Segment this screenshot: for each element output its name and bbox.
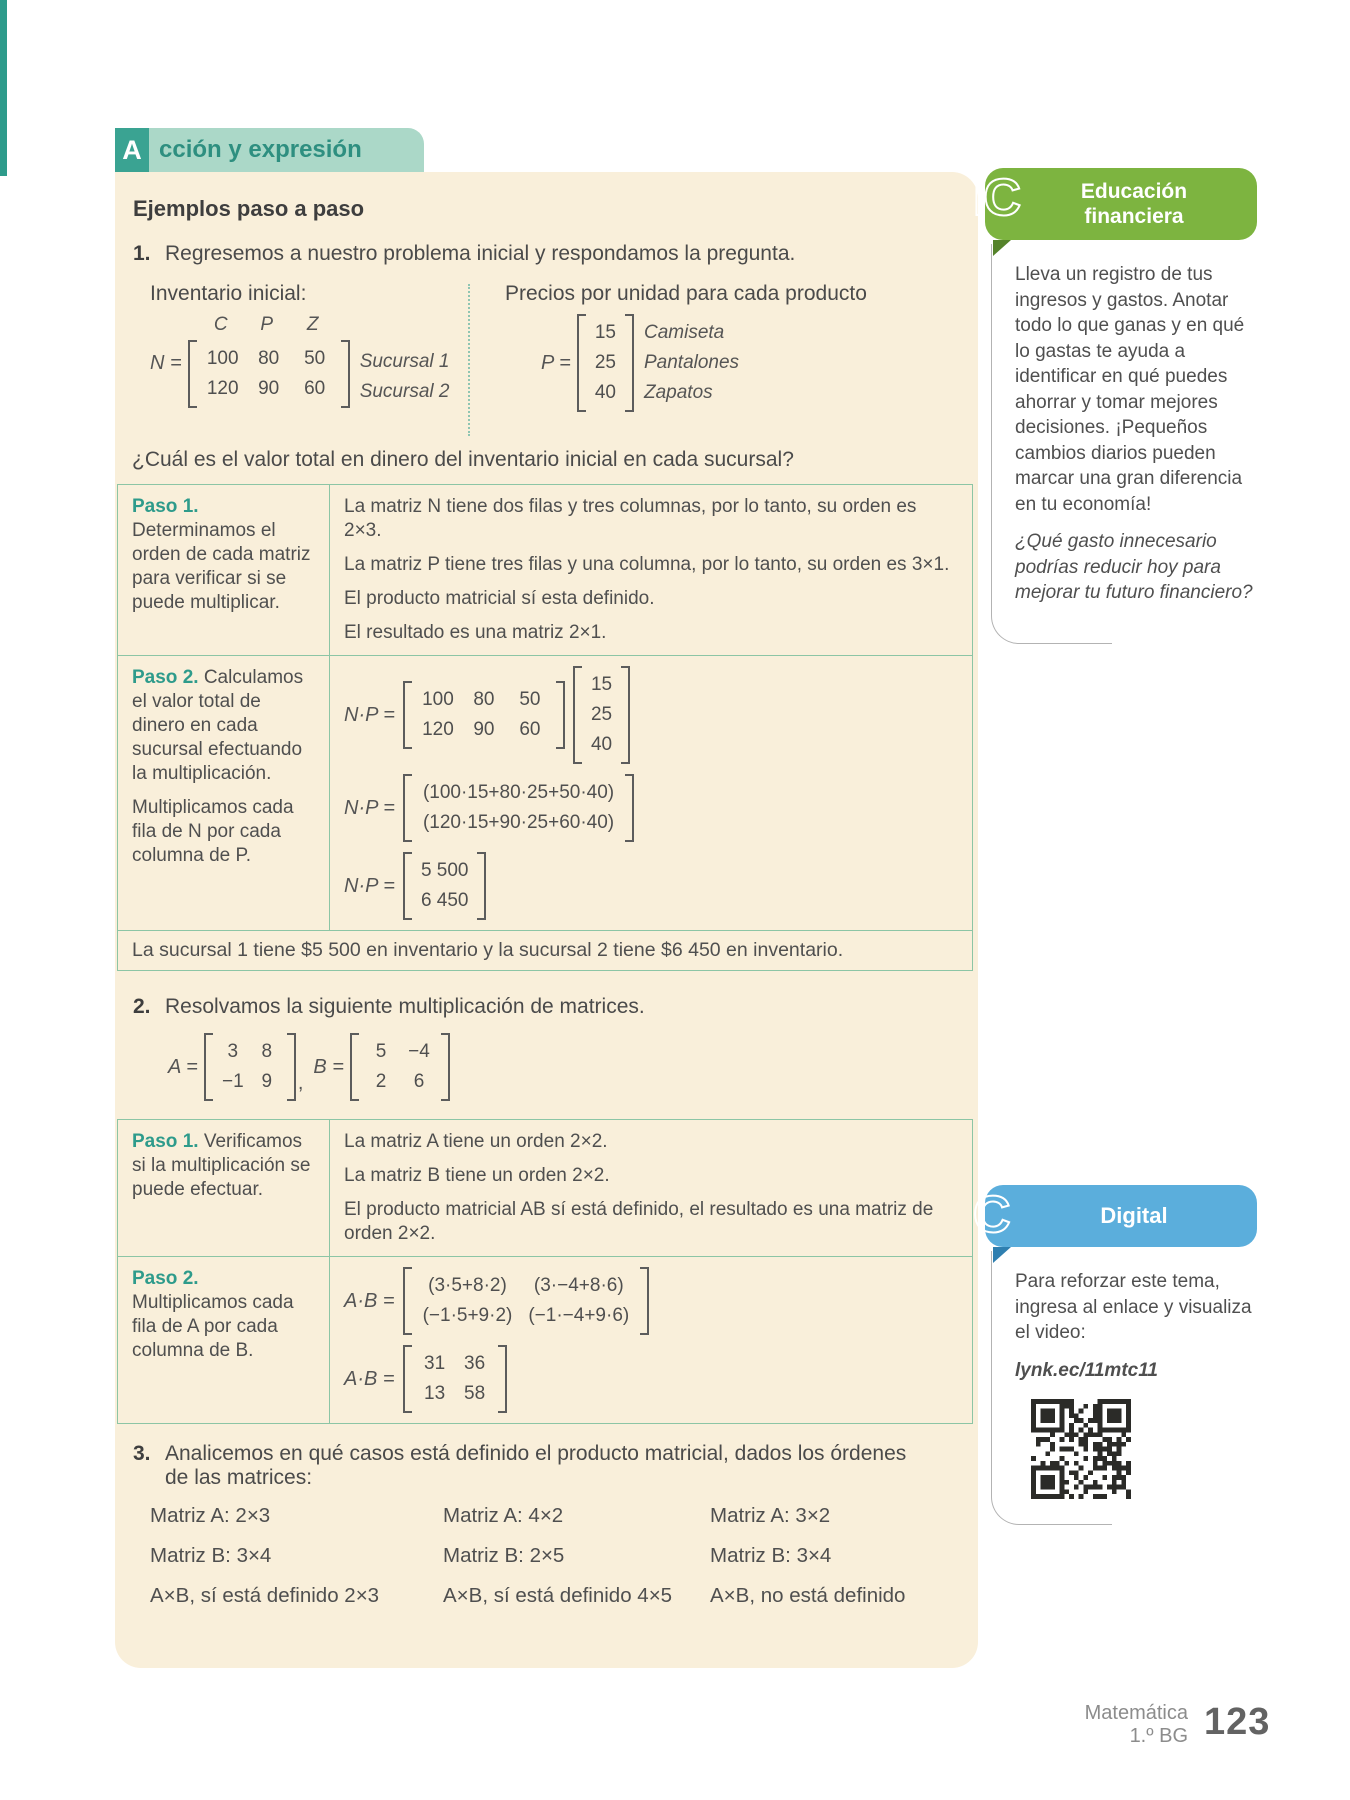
matrix-cell: 5 500 <box>420 860 469 881</box>
row-label: Camiseta <box>643 322 725 343</box>
item2-text: Resolvamos la siguiente multiplicación de matrices. <box>165 995 645 1018</box>
bracket-left <box>403 774 412 842</box>
video-link[interactable]: lynk.ec/11mtc11 <box>1015 1359 1158 1381</box>
case-result: A×B, no está definido <box>710 1584 906 1607</box>
bracket-right <box>498 1345 507 1413</box>
matrix-cell: 90 <box>473 719 495 740</box>
matrix-cell: 60 <box>519 719 541 740</box>
bracket-right <box>621 666 630 764</box>
matrix-b <box>350 1033 450 1101</box>
matrix-n-row-labels <box>360 347 450 407</box>
matrix-cell: 90 <box>258 378 280 399</box>
step1-title: Paso 1. <box>132 496 199 517</box>
matrix-a <box>204 1033 296 1101</box>
footer-grade-line: 1.º BG <box>1129 1725 1188 1747</box>
item1-question: ¿Cuál es el valor total en dinero del inventario inicial en cada sucursal? <box>132 448 794 471</box>
ic-logo-icon: IC <box>973 169 1017 227</box>
finance-note-body <box>985 256 1257 644</box>
step2-title: Paso 2. <box>132 667 199 688</box>
bracket-left <box>204 1033 213 1101</box>
step1-paragraph: El resultado es una matriz 2×1. <box>344 622 607 643</box>
finance-note-question: ¿Qué gasto innecesario podrías reducir hoy para mejorar tu futuro financiero? <box>1015 531 1253 603</box>
bracket-right <box>287 1033 296 1101</box>
finance-badge-line2: financiera <box>1084 205 1184 228</box>
equation-label: A·B = <box>344 1290 395 1312</box>
matrix-cell: 50 <box>304 348 326 369</box>
digital-note <box>973 1185 1257 1525</box>
matrix-n-label: N = <box>150 352 182 374</box>
step2-title: Paso 2. <box>132 1268 199 1289</box>
equation-np-1 <box>344 666 958 764</box>
case-result: A×B, sí está definido 2×3 <box>150 1584 380 1607</box>
item3-cases <box>150 1502 960 1622</box>
case-result: A×B, sí está definido 4×5 <box>443 1584 673 1607</box>
matrix-cell: 100 <box>206 348 239 369</box>
item1-text: Regresemos a nuestro problema inicial y respondamos la pregunta. <box>165 242 796 265</box>
case-matrix-b: Matriz B: 2×5 <box>443 1544 565 1567</box>
bracket-left <box>403 852 412 920</box>
equation-ab-1 <box>344 1267 958 1335</box>
step1-left-cell <box>118 1120 329 1256</box>
bracket-right <box>341 340 350 408</box>
item2-steps-table <box>117 1119 973 1424</box>
step1-paragraph: La matriz P tiene tres filas y una columna, por lo tanto, su orden es 3×1. <box>344 554 950 575</box>
matrix-cell: 40 <box>590 734 613 755</box>
row-label: Zapatos <box>643 382 713 403</box>
step1-text: Verificamos si la multiplicación se puede efectuar. <box>132 1131 311 1200</box>
finance-badge <box>973 168 1257 240</box>
case-1 <box>150 1502 443 1622</box>
matrix-p-label: P = <box>541 351 571 374</box>
finance-note-text: Lleva un registro de tus ingresos y gastos. Anotar todo lo que ganas y en qué lo gastas te ayuda a identificar en qué puedes ahorrar y tomar mejores decisiones. ¡Pequeños cambios diarios pueden marcar una gran diferencia en tu economía! <box>1015 264 1245 515</box>
item3-text: Analicemos en qué casos está definido el producto matricial, dados los órdenes de las matrices: <box>165 1442 907 1489</box>
matrix-expression: (−1·5+9·2) <box>422 1305 513 1326</box>
bracket-left <box>577 314 586 412</box>
step1-title: Paso 1. <box>132 1131 199 1152</box>
case-matrix-a: Matriz A: 2×3 <box>150 1504 271 1527</box>
matrix-cell: 36 <box>464 1353 486 1374</box>
item1-steps-table <box>117 484 973 971</box>
equation-label: N·P = <box>344 704 395 726</box>
matrix-cell: 25 <box>594 352 616 373</box>
matrix-cell: 80 <box>473 689 495 710</box>
matrix-cell: 100 <box>422 689 454 710</box>
matrix-cell: 40 <box>594 382 616 403</box>
bracket-right <box>556 681 565 749</box>
step1-left-cell <box>118 485 329 655</box>
step1-right-cell <box>329 1120 972 1256</box>
item1-data-block <box>130 282 960 432</box>
digital-badge <box>973 1185 1257 1247</box>
case-matrix-b: Matriz B: 3×4 <box>710 1544 832 1567</box>
item1-number: 1. <box>133 242 151 265</box>
bracket-right <box>640 1267 649 1335</box>
matrix-cell: 6 <box>413 1071 425 1092</box>
dotted-divider <box>468 284 470 436</box>
footer-subject <box>1020 1702 1188 1748</box>
item2-number: 2. <box>133 995 151 1018</box>
item2-matrices <box>168 1033 960 1101</box>
prices-block <box>505 282 867 412</box>
equation-np-3 <box>344 852 958 920</box>
matrix-cell: 9 <box>261 1071 273 1092</box>
step2-right-cell <box>329 655 972 930</box>
qr-code <box>1031 1399 1131 1499</box>
item1-heading <box>133 242 960 266</box>
case-matrix-b: Matriz B: 3×4 <box>150 1544 272 1567</box>
col-header: C <box>213 314 228 335</box>
step2-right-cell <box>329 1256 972 1423</box>
step1-right-cell <box>329 485 972 655</box>
step1-text: Determinamos el orden de cada matriz para verificar si se puede multiplicar. <box>132 520 311 613</box>
matrix-cell: −1 <box>222 1071 244 1092</box>
row-label: Pantalones <box>643 352 740 373</box>
matrix-a-label: A = <box>168 1055 198 1078</box>
step2-left-cell <box>118 655 329 930</box>
digital-badge-label: Digital <box>1100 1203 1168 1228</box>
matrix-expression: (100·15+80·25+50·40) <box>422 782 615 803</box>
matrix-n-body <box>188 314 350 413</box>
section-initial: A <box>115 128 149 172</box>
case-2 <box>443 1502 710 1622</box>
item3-number: 3. <box>133 1442 151 1465</box>
bracket-right <box>625 774 634 842</box>
case-3 <box>710 1502 960 1622</box>
step2-left-cell <box>118 1256 329 1423</box>
main-content-panel <box>115 172 978 1668</box>
bracket-right <box>477 852 486 920</box>
finance-note <box>973 168 1257 644</box>
matrix-cell: 15 <box>590 674 613 695</box>
step2-paragraph: Multiplicamos cada fila de N por cada columna de P. <box>132 797 294 866</box>
matrix-expression: (−1·−4+9·6) <box>528 1305 630 1326</box>
item2-heading <box>133 995 960 1019</box>
matrix-cell: 13 <box>424 1383 446 1404</box>
bracket-left <box>403 1345 412 1413</box>
section-title-badge: cción y expresión <box>149 128 424 172</box>
bracket-left <box>403 681 412 749</box>
matrix-cell: 6 450 <box>420 890 469 911</box>
matrices-separator: , <box>297 1072 304 1094</box>
matrix-cell: 120 <box>206 378 239 399</box>
bracket-left <box>350 1033 359 1101</box>
step1-paragraph: La matriz N tiene dos filas y tres columnas, por lo tanto, su orden es 2×3. <box>344 496 917 541</box>
bracket-right <box>441 1033 450 1101</box>
matrix-cell: 80 <box>258 348 280 369</box>
inventory-label: Inventario inicial: <box>150 282 307 305</box>
matrix-p-row-labels <box>644 318 739 408</box>
matrix-cell: 58 <box>464 1383 486 1404</box>
step1-paragraph: La matriz A tiene un orden 2×2. <box>344 1131 608 1152</box>
row-label: Sucursal 1 <box>359 351 450 372</box>
equation-label: N·P = <box>344 875 395 897</box>
digital-note-body <box>985 1263 1257 1525</box>
step2-text: Calculamos el valor total de dinero en cada sucursal efectuando la multiplicación. <box>132 667 304 784</box>
equation-ab-2 <box>344 1345 958 1413</box>
col-header: Z <box>306 314 319 335</box>
matrix-n-column-headers <box>198 314 350 340</box>
equation-np-2 <box>344 774 958 842</box>
page-footer <box>1020 1702 1270 1748</box>
digital-note-text: Para reforzar este tema, ingresa al enlace y visualiza el video: <box>1015 1271 1252 1343</box>
case-matrix-a: Matriz A: 4×2 <box>443 1504 564 1527</box>
matrix-cell: 8 <box>261 1041 273 1062</box>
col-header: P <box>260 314 274 335</box>
case-matrix-a: Matriz A: 3×2 <box>710 1504 831 1527</box>
matrix-cell: 2 <box>375 1071 387 1092</box>
matrix-cell: 50 <box>519 689 541 710</box>
page-number: 123 <box>1204 1701 1271 1743</box>
step2-text: Multiplicamos cada fila de A por cada columna de B. <box>132 1292 294 1361</box>
examples-heading: Ejemplos paso a paso <box>133 196 365 221</box>
step1-paragraph: El producto matricial AB sí está definido, el resultado es una matriz de orden 2×2. <box>344 1199 934 1244</box>
item1-result-row: La sucursal 1 tiene $5 500 en inventario y la sucursal 2 tiene $6 450 en inventario. <box>118 930 972 970</box>
bracket-left <box>188 340 197 408</box>
matrix-b-label: B = <box>313 1055 344 1078</box>
matrix-expression: (120·15+90·25+60·40) <box>422 812 615 833</box>
bracket-right <box>625 314 634 412</box>
step1-paragraph: La matriz B tiene un orden 2×2. <box>344 1165 610 1186</box>
item3-heading <box>133 1442 913 1490</box>
matrix-expression: (3·−4+8·6) <box>533 1275 624 1296</box>
matrix-cell: −4 <box>408 1041 430 1062</box>
matrix-cell: 31 <box>424 1353 446 1374</box>
left-accent-bar <box>0 0 7 176</box>
matrix-cell: 5 <box>375 1041 387 1062</box>
bracket-left <box>403 1267 412 1335</box>
finance-badge-line1: Educación <box>1080 180 1188 203</box>
prices-label: Precios por unidad para cada producto <box>505 282 867 305</box>
bracket-left <box>573 666 582 764</box>
matrix-cell: 120 <box>422 719 454 740</box>
matrix-p <box>541 314 867 412</box>
matrix-expression: (3·5+8·2) <box>428 1275 507 1296</box>
section-header-badge <box>115 128 424 172</box>
c-logo-icon: C <box>973 1186 1007 1244</box>
footer-subject-line: Matemática <box>1084 1702 1188 1724</box>
matrix-cell: 15 <box>594 322 616 343</box>
matrix-cell: 60 <box>304 378 326 399</box>
matrix-cell: 25 <box>590 704 613 725</box>
equation-label: A·B = <box>344 1368 395 1390</box>
step1-paragraph: El producto matricial sí esta definido. <box>344 588 655 609</box>
equation-label: N·P = <box>344 797 395 819</box>
matrix-cell: 3 <box>227 1041 239 1062</box>
row-label: Sucursal 2 <box>359 381 450 402</box>
